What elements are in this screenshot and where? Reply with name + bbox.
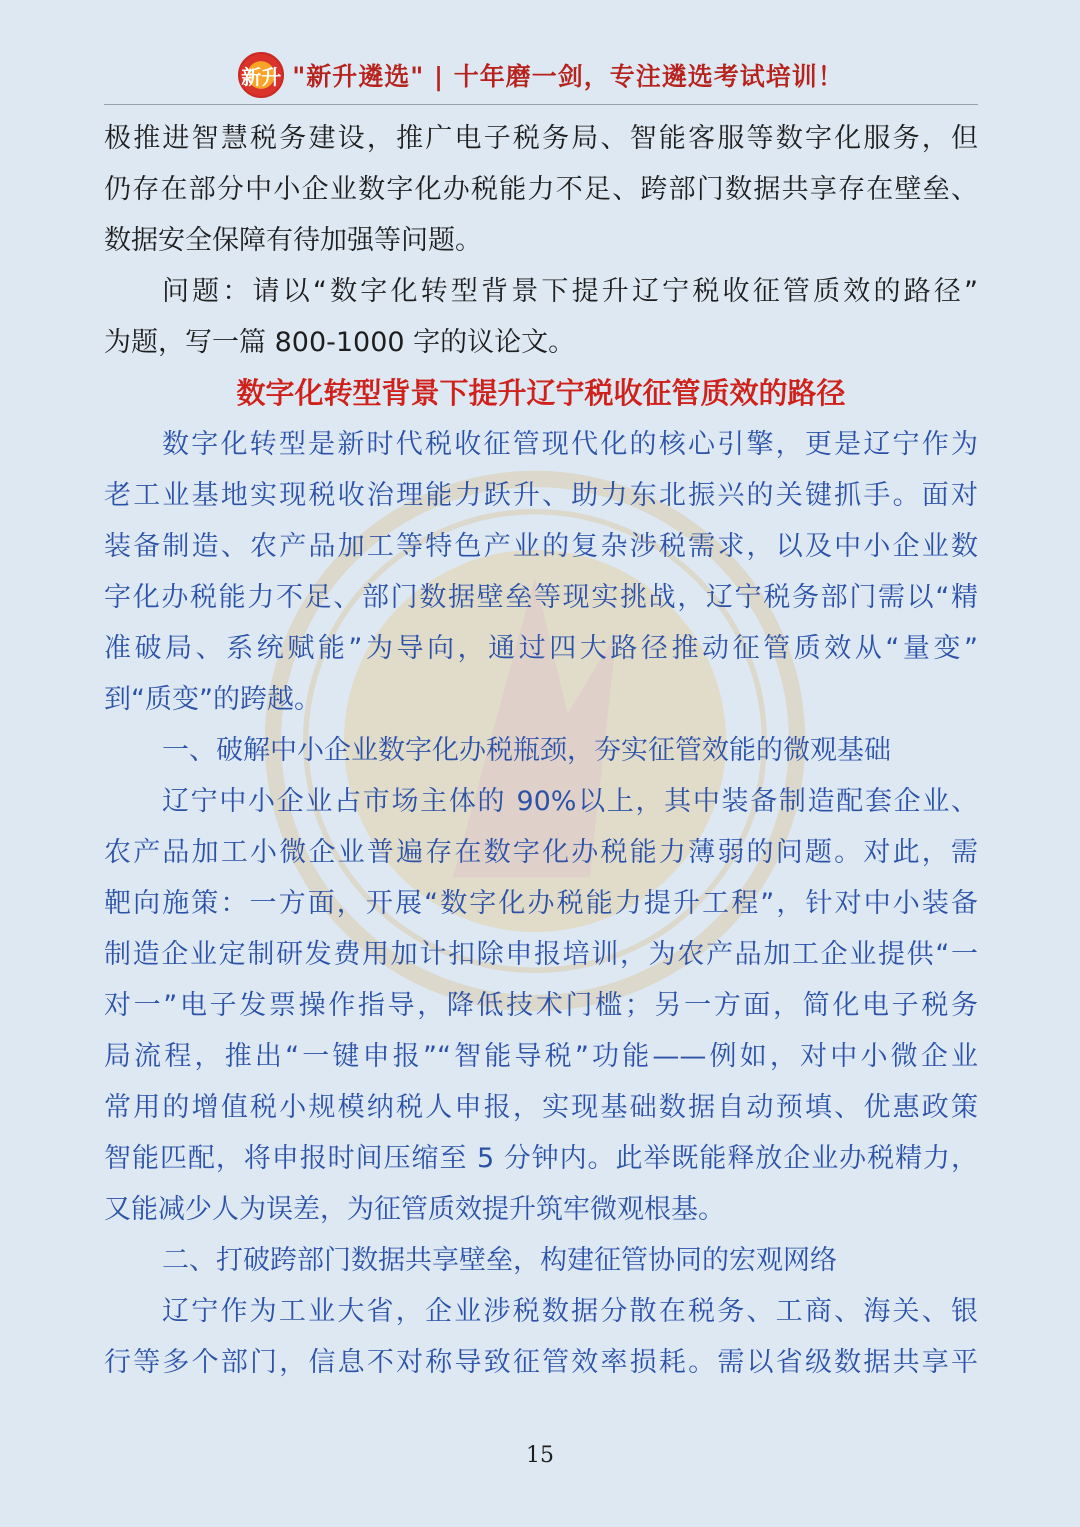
- essay-line: 辽宁作为工业大省，企业涉税数据分散在税务、工商、海关、银: [162, 1296, 978, 1327]
- essay-line: 对一”电子发票操作指导，降低技术门槛；另一方面，简化电子税务: [104, 990, 978, 1021]
- essay-line: 装备制造、农产品加工等特色产业的复杂涉税需求，以及中小企业数: [104, 531, 978, 562]
- question-line: 问题：请以“数字化转型背景下提升辽宁税收征管质效的路径”: [162, 276, 978, 307]
- essay-line: 靶向施策：一方面，开展“数字化办税能力提升工程”，针对中小装备: [104, 888, 978, 919]
- section-heading: 一、破解中小企业数字化办税瓶颈，夯实征管效能的微观基础: [162, 735, 891, 766]
- brand-logo: [238, 52, 284, 98]
- essay-line: 局流程，推出“一键申报”“智能导税”功能——例如，对中小微企业: [104, 1041, 978, 1072]
- essay-line: 又能减少人为误差，为征管质效提升筑牢微观根基。: [104, 1194, 725, 1225]
- essay-line: 到“质变”的跨越。: [104, 684, 321, 715]
- question-line: 为题，写一篇 800-1000 字的议论文。: [104, 327, 576, 358]
- essay-line: 准破局、系统赋能”为导向，通过四大路径推动征管质效从“量变”: [104, 633, 978, 664]
- header-slogan: "新升遴选" | 十年磨一剑，专注遴选考试培训！: [292, 62, 844, 91]
- essay-line: 智能匹配，将申报时间压缩至 5 分钟内。此举既能释放企业办税精力，: [104, 1143, 978, 1174]
- section-heading: 二、打破跨部门数据共享壁垒，构建征管协同的宏观网络: [162, 1245, 837, 1276]
- page-content: [104, 113, 978, 1388]
- essay-line: 辽宁中小企业占市场主体的 90%以上，其中装备制造配套企业、: [162, 786, 978, 817]
- essay-line: 数字化转型是新时代税收征管现代化的核心引擎，更是辽宁作为: [162, 429, 978, 460]
- essay-line: 制造企业定制研发费用加计扣除申报培训，为农产品加工企业提供“一: [104, 939, 978, 970]
- question-line: 仍存在部分中小企业数字化办税能力不足、跨部门数据共享存在壁垒、: [104, 174, 978, 205]
- essay-line: 字化办税能力不足、部门数据壁垒等现实挑战，辽宁税务部门需以“精: [104, 582, 978, 613]
- page-header: [104, 52, 978, 105]
- essay-line: 农产品加工小微企业普遍存在数字化办税能力薄弱的问题。对此，需: [104, 837, 978, 868]
- question-line: 极推进智慧税务建设，推广电子税务局、智能客服等数字化服务，但: [104, 123, 978, 154]
- question-line: 数据安全保障有待加强等问题。: [104, 225, 482, 256]
- essay-line: 老工业基地实现税收治理能力跃升、助力东北振兴的关键抓手。面对: [104, 480, 978, 511]
- essay-line: 常用的增值税小规模纳税人申报，实现基础数据自动预填、优惠政策: [104, 1092, 978, 1123]
- essay-title: 数字化转型背景下提升辽宁税收征管质效的路径: [236, 376, 846, 410]
- page-number: 15: [526, 1443, 554, 1468]
- essay-line: 行等多个部门，信息不对称导致征管效率损耗。需以省级数据共享平: [104, 1347, 978, 1378]
- brand-logo-mark: 新升: [241, 64, 282, 89]
